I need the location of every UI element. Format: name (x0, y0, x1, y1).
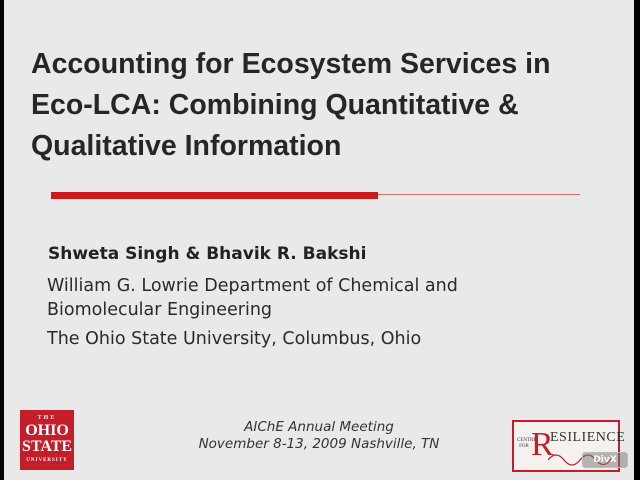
title-line: Qualitative Information (31, 130, 342, 162)
slide-title (31, 44, 621, 167)
meeting-date-location: November 8-13, 2009 Nashville, TN (198, 436, 440, 452)
title-line: Accounting for Ecosystem Services in (31, 48, 551, 80)
logo-text: OHIO (25, 422, 69, 439)
divx-watermark: DivX (582, 452, 628, 468)
logo-text: CENTRE FOR (517, 438, 537, 449)
logo-text: UNIVERSITY (26, 458, 68, 463)
title-divider-line (378, 194, 580, 195)
title-divider-accent (51, 192, 378, 199)
meeting-name: AIChE Annual Meeting (244, 419, 394, 435)
affiliation-line: Biomolecular Engineering (47, 300, 273, 320)
affiliation-line: William G. Lowrie Department of Chemical and (47, 276, 458, 296)
authors: Shweta Singh & Bhavik R. Bakshi (48, 244, 367, 264)
logo-initial: R (531, 426, 554, 463)
logo-text: ESILIENCE (550, 430, 626, 445)
ohio-state-logo (20, 410, 74, 470)
affiliation-line: The Ohio State University, Columbus, Ohio (47, 329, 422, 349)
logo-text: THE (37, 415, 57, 421)
presentation-slide (4, 0, 634, 480)
logo-text: STATE (21, 438, 73, 455)
title-line: Eco-LCA: Combining Quantitative & (31, 89, 519, 121)
